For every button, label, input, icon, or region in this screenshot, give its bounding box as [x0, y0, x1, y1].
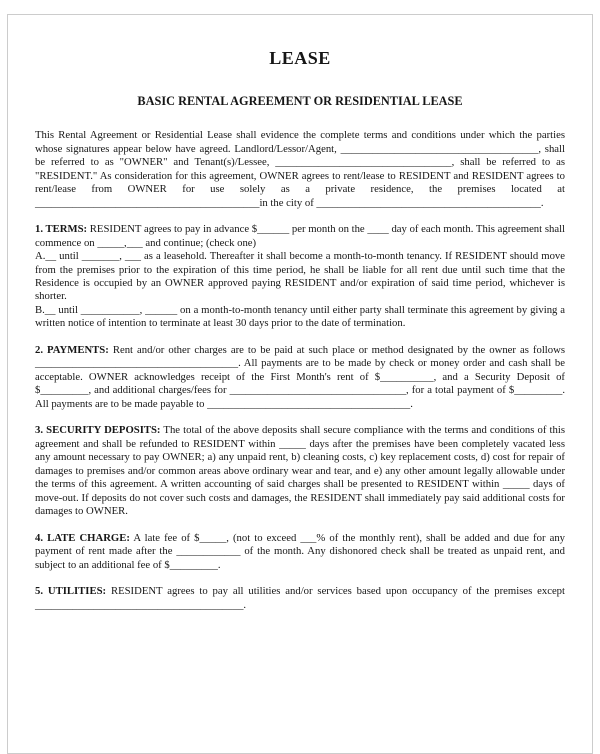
section-security-deposits-text: The total of the above deposits shall secure compliance with the terms and conditions of this agreement and shall be refunded to RESIDENT within _____ days after the premises have been completely vacated less any amount necessary to pay OWNER; a) any unpaid rent, b) cleaning costs, c) key replacement costs, d) cost for repair of damages to premises and/or common areas above ordinary wear and tear, and e) any other amount legally allowable under the terms of this agreement. A written accounting of said charges shall be presented to RESIDENT within _____ days of move-out. If deposits do not cover such costs and damages, the RESIDENT shall immediately pay said additional costs for damages to OWNER.: [35, 424, 565, 518]
section-utilities: [35, 585, 565, 612]
section-terms-text: RESIDENT agrees to pay in advance $______ per month on the ____ day of each month. This agreement shall commence on _____,___ and continue; (check one): [35, 223, 566, 249]
intro-paragraph: This Rental Agreement or Residential Lease shall evidence the complete terms and conditions under which the parties whose signatures appear below have agreed. Landlord/Lessor/Agent, _____________________________________, shall be referred to as "OWNER" and Tenant(s)/Lessee, _________________________________, shall be referred to as "RESIDENT." As consideration for this agreement, OWNER agrees to rent/lease to RESIDENT and RESIDENT agrees to rent/lease from OWNER for use solely as a private residence, the premises located at __________________________________________in the city of __________________________________________.: [35, 129, 565, 209]
section-terms-option-a: A.__ until _______, ___ as a leasehold. Thereafter it shall become a month-to-month tenancy. If RESIDENT should move from the premises prior to the expiration of this time period, he shall be liable for all rent due until such time that the Residence is occupied by an OWNER approved paying RESIDENT and/or expiration of said time period, whichever is shorter.: [35, 250, 565, 303]
section-security-deposits: [35, 424, 565, 518]
section-payments-paragraph: [35, 344, 565, 411]
document-subtitle: BASIC RENTAL AGREEMENT OR RESIDENTIAL LEASE: [137, 93, 463, 108]
section-security-deposits-paragraph: [35, 424, 565, 518]
section-terms-heading: 1. TERMS:: [35, 223, 88, 236]
section-terms-paragraph: [35, 223, 565, 250]
section-utilities-heading: 5. UTILITIES:: [35, 585, 107, 598]
lease-document-page: [7, 14, 593, 754]
section-late-charge-text: A late fee of $_____, (not to exceed ___% of the monthly rent), shall be added and due for any payment of rent made after the ____________ of the month. Any dishonored check shall be treated as unpaid rent, and subject to an additional fee of $_________.: [35, 531, 566, 571]
section-payments: [35, 344, 565, 411]
section-utilities-text: RESIDENT agrees to pay all utilities and/or services based upon occupancy of the premises except _______________________________________.: [35, 585, 565, 611]
section-terms: [35, 223, 565, 331]
section-payments-heading: 2. PAYMENTS:: [35, 343, 109, 356]
section-security-deposits-heading: 3. SECURITY DEPOSITS:: [35, 424, 161, 437]
section-payments-text: Rent and/or other charges are to be paid at such place or method designated by the owner as follows ______________________________________. All payments are to be made by check or money order and cash shall be acceptable. OWNER acknowledges receipt of the First Month's rent of $__________, and a Security Deposit of $_________, and additional charges/fees for _________________________________, for a total payment of $_________. All payments are to be made payable to ______________________________________.: [35, 343, 565, 410]
section-utilities-paragraph: [35, 585, 565, 612]
section-late-charge-heading: 4. LATE CHARGE:: [35, 531, 130, 544]
section-late-charge: [35, 532, 565, 572]
section-terms-option-b: B.__ until ___________, ______ on a month-to-month tenancy until either party shall terminate this agreement by giving a written notice of intention to terminate at least 30 days prior to the date of termination.: [35, 303, 565, 330]
section-late-charge-paragraph: [35, 532, 565, 572]
document-title: LEASE: [269, 48, 331, 68]
